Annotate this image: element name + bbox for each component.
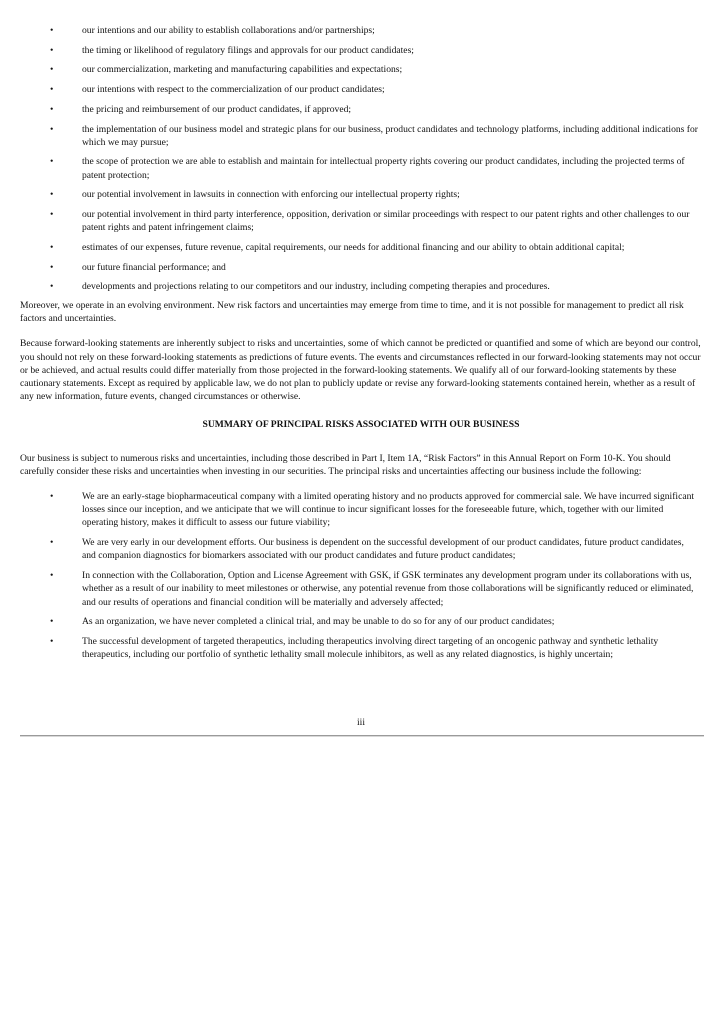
list-item bbox=[20, 83, 702, 96]
bullet-icon: • bbox=[50, 635, 54, 647]
page-number: iii bbox=[357, 717, 365, 728]
bullet-icon: • bbox=[50, 616, 54, 628]
list-item bbox=[20, 123, 702, 149]
list-item bbox=[20, 241, 702, 254]
page-divider bbox=[20, 735, 704, 737]
list-item bbox=[20, 280, 702, 293]
list-item bbox=[20, 208, 702, 234]
list-item-text: our potential involvement in third party interference, opposition, derivation or similar proceedings with respect to our patent rights and other challenges to our patent rights and patent infringement claims; bbox=[82, 209, 690, 234]
cautionary-paragraph: Because forward-looking statements are inherently subject to risks and uncertainties, some of which cannot be predicted or quantified and some of which are beyond our control, you should not rely on these forward-looking statements as predictions of future events. The events and circumstances reflected in our forward-looking statements may not occur or be achieved, and actual results could differ materially from those projected in the forward-looking statements. We qualify all of our forward-looking statements by these cautionary statements. Except as required by applicable law, we do not plan to publicly update or revise any forward-looking statements contained herein, whether as a result of any new information, future events, changed circumstances or otherwise. bbox=[20, 338, 701, 403]
bullet-icon: • bbox=[50, 209, 54, 221]
bullet-icon: • bbox=[50, 491, 54, 503]
list-item-text: The successful development of targeted therapeutics, including therapeutics involving direct targeting of an oncogenic pathway and synthetic lethality therapeutics, including our portfolio of synthetic lethality small molecule inhibitors, as well as any related diagnostics, is highly uncertain; bbox=[82, 635, 659, 661]
forward-looking-bullet-list bbox=[20, 24, 702, 294]
list-item-text: We are very early in our development efforts. Our business is dependent on the successful development of our product candidates, future product candidates, and companion diagnostics for biomarkers associated with our product candidates and future product candidates; bbox=[82, 537, 684, 562]
list-item-text: We are an early-stage biopharmaceutical company with a limited operating history and no products approved for commercial sale. We have incurred significant losses since our inception, and we anticipate that we will continue to incur significant losses for the foreseeable future, which, together with our limited operating history, makes it difficult to assess our future viability; bbox=[82, 491, 695, 529]
list-item-text: our future financial performance; and bbox=[82, 261, 226, 273]
list-item-text: As an organization, we have never completed a clinical trial, and may be unable to do so for any of our product candidates; bbox=[82, 616, 555, 628]
bullet-icon: • bbox=[50, 25, 54, 36]
list-item bbox=[20, 635, 702, 661]
list-item-text: the implementation of our business model and strategic plans for our business, product candidates and technology platforms, including additional indications for which we may pursue; bbox=[82, 123, 698, 148]
list-item-text: the pricing and reimbursement of our product candidates, if approved; bbox=[82, 103, 352, 115]
bullet-icon: • bbox=[50, 64, 54, 76]
list-item-text: the scope of protection we are able to establish and maintain for intellectual property rights covering our product candidates, including the projected terms of patent protection; bbox=[82, 156, 685, 181]
list-item bbox=[20, 615, 702, 628]
list-item-text: our commercialization, marketing and manufacturing capabilities and expectations; bbox=[82, 64, 403, 76]
list-item-text: our intentions and our ability to establish collaborations and/or partnerships; bbox=[82, 25, 375, 36]
list-item-text: In connection with the Collaboration, Option and License Agreement with GSK, if GSK terminates any development program under its collaborations with us, whether as a result of our inability to meet milestones or otherwise, any potential revenue from those collaborations will be significantly reduced or eliminated, and our results of operations and financial condition will be materially and adversely affected; bbox=[82, 570, 694, 608]
list-item bbox=[20, 569, 702, 609]
list-item-text: the timing or likelihood of regulatory filings and approvals for our product candidates; bbox=[82, 44, 414, 56]
list-item-text: estimates of our expenses, future revenue, capital requirements, our needs for additional financing and our ability to obtain additional capital; bbox=[82, 241, 625, 253]
list-item bbox=[20, 155, 702, 181]
bullet-icon: • bbox=[50, 537, 54, 549]
list-item-text: our intentions with respect to the commercialization of our product candidates; bbox=[82, 84, 385, 96]
document-page bbox=[20, 24, 702, 728]
bullet-icon: • bbox=[50, 570, 54, 582]
bullet-icon: • bbox=[50, 123, 54, 135]
list-item bbox=[20, 103, 702, 116]
list-item-text: our potential involvement in lawsuits in connection with enforcing our intellectual property rights; bbox=[82, 189, 460, 201]
evolving-environment-paragraph: Moreover, we operate in an evolving environment. New risk factors and uncertainties may emerge from time to time, and it is not possible for management to predict all risk factors and uncertainties. bbox=[20, 300, 684, 325]
list-item bbox=[20, 188, 702, 201]
list-item bbox=[20, 261, 702, 274]
bullet-icon: • bbox=[50, 281, 54, 293]
summary-heading: SUMMARY OF PRINCIPAL RISKS ASSOCIATED WITH OUR BUSINESS bbox=[202, 419, 520, 431]
list-item bbox=[20, 24, 702, 37]
bullet-icon: • bbox=[50, 156, 54, 168]
bullet-icon: • bbox=[50, 189, 54, 201]
bullet-icon: • bbox=[50, 261, 54, 273]
bullet-icon: • bbox=[50, 103, 54, 115]
principal-risks-bullet-list bbox=[20, 490, 702, 661]
list-item bbox=[20, 44, 702, 57]
list-item-text: developments and projections relating to our competitors and our industry, including competing therapies and procedures. bbox=[82, 281, 550, 293]
list-item bbox=[20, 490, 702, 530]
summary-intro-paragraph: Our business is subject to numerous risks and uncertainties, including those described in Part I, Item 1A, “Risk Factors” in this Annual Report on Form 10-K. You should carefully consider these risks and uncertainties when investing in our securities. The principal risks and uncertainties affecting our business include the following: bbox=[20, 452, 671, 477]
bullet-icon: • bbox=[50, 84, 54, 96]
list-item bbox=[20, 536, 702, 562]
bullet-icon: • bbox=[50, 241, 54, 253]
list-item bbox=[20, 63, 702, 76]
bullet-icon: • bbox=[50, 44, 54, 56]
